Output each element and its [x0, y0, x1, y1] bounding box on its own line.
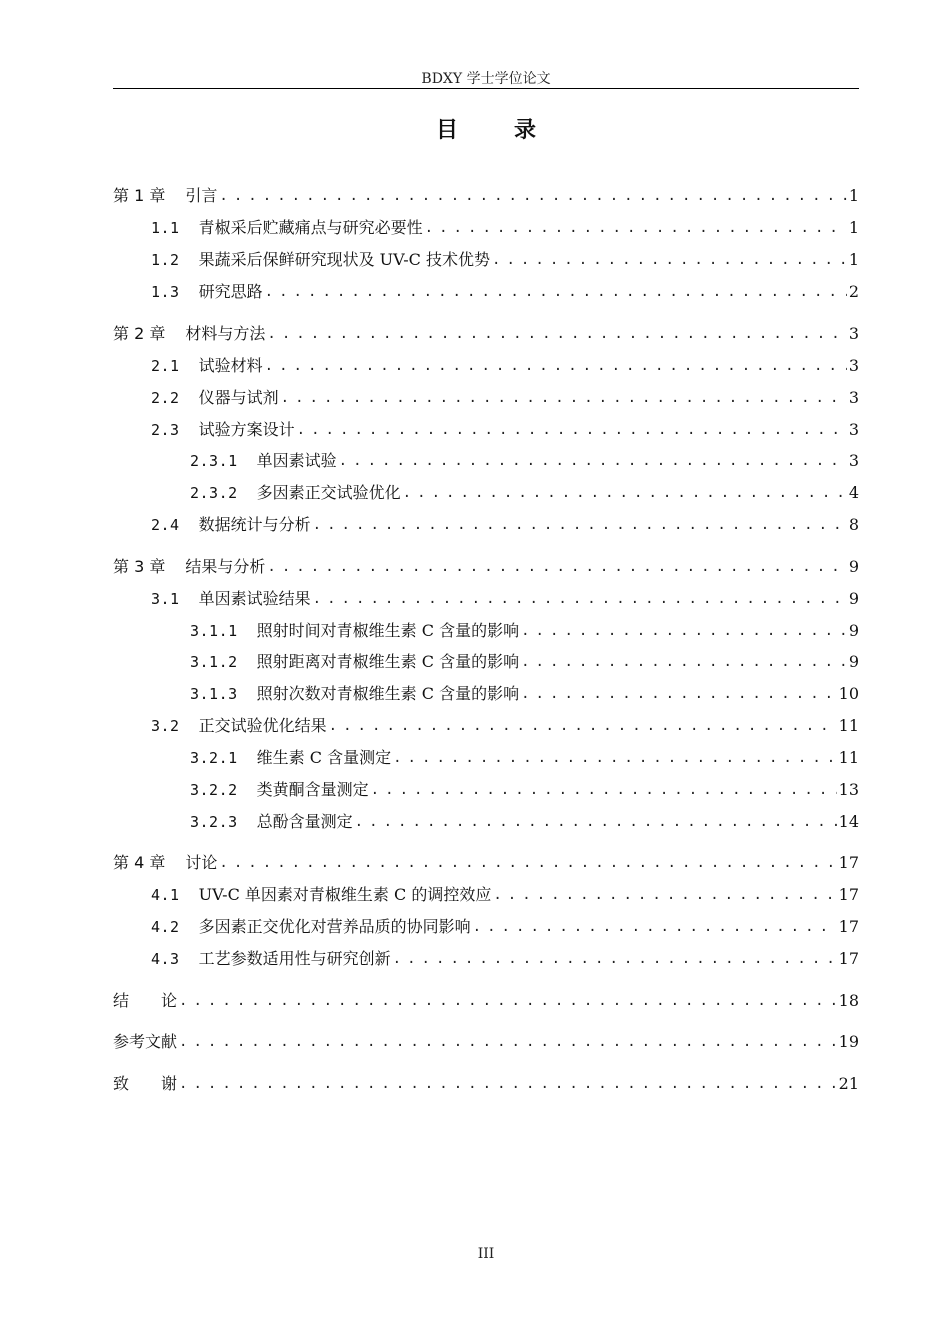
toc-entry[interactable] — [113, 555, 859, 579]
toc-entry-number: 1.2 — [151, 251, 180, 269]
toc-entry-page: 9 — [848, 652, 859, 671]
toc-entry-page: 1 — [848, 250, 859, 269]
toc-entry[interactable] — [113, 280, 859, 304]
toc-entry-label — [190, 650, 519, 674]
toc-entry-label — [190, 746, 391, 770]
toc-entry-title: 参考文献 — [113, 1032, 178, 1051]
toc-entry-number: 3.2.2 — [190, 781, 238, 799]
toc-entry-number: 1.3 — [151, 283, 180, 301]
toc-entry-title: 致 谢 — [113, 1074, 178, 1093]
toc-entry-number: 3.1.2 — [190, 653, 238, 671]
toc-entry-number: 3.1.1 — [190, 622, 238, 640]
toc-entry-label — [151, 714, 327, 738]
toc-entry-page: 3 — [848, 420, 859, 439]
toc-entry-number: 第 3 章 — [113, 557, 166, 576]
toc-title-char-2: 录 — [514, 118, 537, 143]
toc-entry-page: 19 — [838, 1032, 859, 1051]
toc-entry[interactable] — [113, 248, 859, 272]
toc-entry-page: 3 — [848, 388, 859, 407]
toc-entry-number: 2.3.2 — [190, 484, 238, 502]
toc-entry-label — [151, 354, 263, 378]
toc-entry-label — [190, 810, 353, 834]
toc-entry-label — [151, 915, 471, 939]
toc-entry-page: 1 — [848, 186, 859, 205]
toc-entry-number: 3.1.3 — [190, 685, 238, 703]
toc-leader-dots — [177, 1072, 837, 1096]
toc-entry-title: 结 论 — [113, 991, 178, 1010]
toc-entry-label — [151, 587, 311, 611]
toc-entry[interactable] — [113, 947, 859, 971]
toc-title-char-1: 目 — [435, 118, 458, 143]
toc-leader-dots — [295, 418, 847, 442]
toc-entry-number: 3.2.1 — [190, 749, 238, 767]
toc-leader-dots — [491, 883, 836, 907]
toc-entry-label — [113, 184, 217, 208]
toc-entry-number: 2.2 — [151, 389, 180, 407]
toc-entry-label — [190, 682, 519, 706]
toc-entry-label — [113, 989, 177, 1013]
toc-entry-title: 正交试验优化结果 — [198, 716, 327, 735]
toc-entry[interactable] — [113, 778, 859, 802]
toc-entry-page: 11 — [838, 748, 859, 767]
toc-leader-dots — [353, 810, 837, 834]
toc-entry-page: 11 — [838, 716, 859, 735]
toc-entry-label — [151, 280, 263, 304]
toc-entry-label — [151, 216, 423, 240]
toc-entry-number: 4.3 — [151, 950, 180, 968]
toc-title — [113, 114, 859, 148]
toc-entry-page: 10 — [838, 684, 859, 703]
toc-entry-label — [190, 778, 369, 802]
toc-entry-label — [151, 248, 490, 272]
toc-leader-dots — [391, 947, 837, 971]
toc-entry[interactable] — [113, 650, 859, 674]
toc-entry[interactable] — [113, 1030, 859, 1054]
header-rule — [113, 88, 859, 89]
toc-entry-title: 果蔬采后保鲜研究现状及 UV-C 技术优势 — [198, 250, 490, 269]
toc-entry-title: 试验方案设计 — [198, 420, 295, 439]
toc-leader-dots — [490, 248, 847, 272]
toc-entry-title: 讨论 — [185, 853, 218, 872]
toc-entry-number: 1.1 — [151, 219, 180, 237]
toc-entry-label — [151, 418, 295, 442]
toc-entry-title: 研究思路 — [198, 282, 263, 301]
toc-leader-dots — [337, 449, 847, 473]
toc-entry-label — [113, 322, 265, 346]
toc-entry[interactable] — [113, 481, 859, 505]
toc-entry-number: 3.2 — [151, 717, 180, 735]
toc-entry-title: 类黄酮含量测定 — [256, 780, 369, 799]
toc-entry[interactable] — [113, 449, 859, 473]
toc-leader-dots — [263, 280, 847, 304]
toc-leader-dots — [311, 587, 847, 611]
toc-entry-label — [113, 851, 217, 875]
toc-leader-dots — [279, 386, 847, 410]
toc-leader-dots — [311, 513, 847, 537]
toc-entry-number: 3.1 — [151, 590, 180, 608]
toc-entry-title: 单因素试验 — [256, 451, 337, 470]
toc-entry[interactable] — [113, 322, 859, 346]
toc-entry-number: 3.2.3 — [190, 813, 238, 831]
toc-entry-page: 13 — [838, 780, 859, 799]
toc-leader-dots — [423, 216, 847, 240]
toc-entry-page: 8 — [848, 515, 859, 534]
toc-entry-page: 17 — [838, 885, 859, 904]
toc-entry-label — [151, 513, 311, 537]
toc-entry-number: 第 1 章 — [113, 186, 166, 205]
toc-entry-label — [151, 386, 279, 410]
toc-entry-title: 青椒采后贮藏痛点与研究必要性 — [198, 218, 423, 237]
toc-leader-dots — [265, 322, 846, 346]
toc-entry[interactable] — [113, 418, 859, 442]
toc-leader-dots — [327, 714, 837, 738]
toc-entry-title: 工艺参数适用性与研究创新 — [198, 949, 391, 968]
toc-entry-number: 2.4 — [151, 516, 180, 534]
toc-leader-dots — [263, 354, 847, 378]
toc-entry-title: 维生素 C 含量测定 — [256, 748, 392, 767]
toc-entry-number: 4.2 — [151, 918, 180, 936]
toc-entry-title: UV-C 单因素对青椒维生素 C 的调控效应 — [198, 885, 492, 904]
toc-entry-title: 结果与分析 — [185, 557, 266, 576]
toc-entry-title: 数据统计与分析 — [198, 515, 311, 534]
toc-entry-page: 9 — [848, 557, 859, 576]
toc-entry[interactable] — [113, 682, 859, 706]
toc-entry-title: 照射距离对青椒维生素 C 含量的影响 — [256, 652, 520, 671]
toc-entry-title: 多因素正交优化对营养品质的协同影响 — [198, 917, 471, 936]
toc-entry-title: 材料与方法 — [185, 324, 266, 343]
toc-entry-page: 3 — [848, 324, 859, 343]
toc-leader-dots — [177, 989, 837, 1013]
toc-leader-dots — [369, 778, 837, 802]
toc-entry-title: 仪器与试剂 — [198, 388, 279, 407]
toc-entry-page: 17 — [838, 917, 859, 936]
toc-entry-title: 引言 — [185, 186, 218, 205]
toc-entry-number: 2.3 — [151, 421, 180, 439]
toc-entry-label — [151, 947, 391, 971]
toc-entry-page: 17 — [838, 949, 859, 968]
toc-entry-title: 单因素试验结果 — [198, 589, 311, 608]
toc-entry[interactable] — [113, 746, 859, 770]
toc-entry-page: 17 — [838, 853, 859, 872]
toc-entry-title: 照射时间对青椒维生素 C 含量的影响 — [256, 621, 520, 640]
toc-entry-page: 4 — [848, 483, 859, 502]
toc-entry-number: 第 4 章 — [113, 853, 166, 872]
toc-leader-dots — [519, 619, 847, 643]
toc-entry-number: 2.1 — [151, 357, 180, 375]
toc-entry[interactable] — [113, 915, 859, 939]
running-header: BDXY 学士学位论文 — [421, 71, 551, 87]
toc-entry[interactable] — [113, 883, 859, 907]
toc-entry-label — [151, 883, 491, 907]
toc-leader-dots — [401, 481, 847, 505]
toc-entry-title: 照射次数对青椒维生素 C 含量的影响 — [256, 684, 520, 703]
toc-entry[interactable] — [113, 386, 859, 410]
toc-entry-label — [190, 449, 337, 473]
toc-entry-number: 2.3.1 — [190, 452, 238, 470]
toc-entry[interactable] — [113, 216, 859, 240]
toc-entry[interactable] — [113, 851, 859, 875]
toc-entry-page: 9 — [848, 589, 859, 608]
toc-entry[interactable] — [113, 184, 859, 208]
toc-entry-page: 14 — [838, 812, 859, 831]
toc-entry-label — [113, 1072, 177, 1096]
toc-leader-dots — [177, 1030, 837, 1054]
toc-entry[interactable] — [113, 810, 859, 834]
toc-leader-dots — [265, 555, 846, 579]
toc-leader-dots — [519, 682, 837, 706]
page-number: III — [477, 1246, 495, 1262]
toc-entry-title: 总酚含量测定 — [256, 812, 353, 831]
toc-entry[interactable] — [113, 587, 859, 611]
toc-entry[interactable] — [113, 989, 859, 1013]
toc-entry-label — [190, 481, 401, 505]
toc-entry-page: 18 — [838, 991, 859, 1010]
toc-entry[interactable] — [113, 513, 859, 537]
toc-entry-page: 1 — [848, 218, 859, 237]
toc-entry[interactable] — [113, 714, 859, 738]
toc-entry-label — [113, 555, 265, 579]
toc-leader-dots — [519, 650, 847, 674]
toc-entry[interactable] — [113, 619, 859, 643]
toc-entry[interactable] — [113, 1072, 859, 1096]
toc-entry-number: 4.1 — [151, 886, 180, 904]
toc-entry-page: 21 — [838, 1074, 859, 1093]
toc-entry-page: 9 — [848, 621, 859, 640]
toc-entry-page: 3 — [848, 451, 859, 470]
toc-leader-dots — [217, 851, 836, 875]
toc-entry[interactable] — [113, 354, 859, 378]
toc-entry-label — [190, 619, 519, 643]
toc-entry-number: 第 2 章 — [113, 324, 166, 343]
toc-entry-title: 试验材料 — [198, 356, 263, 375]
toc-leader-dots — [471, 915, 837, 939]
toc-entry-label — [113, 1030, 177, 1054]
toc-entry-page: 2 — [848, 282, 859, 301]
toc-leader-dots — [391, 746, 837, 770]
toc-entry-title: 多因素正交试验优化 — [256, 483, 401, 502]
toc-entry-page: 3 — [848, 356, 859, 375]
toc-leader-dots — [217, 184, 846, 208]
